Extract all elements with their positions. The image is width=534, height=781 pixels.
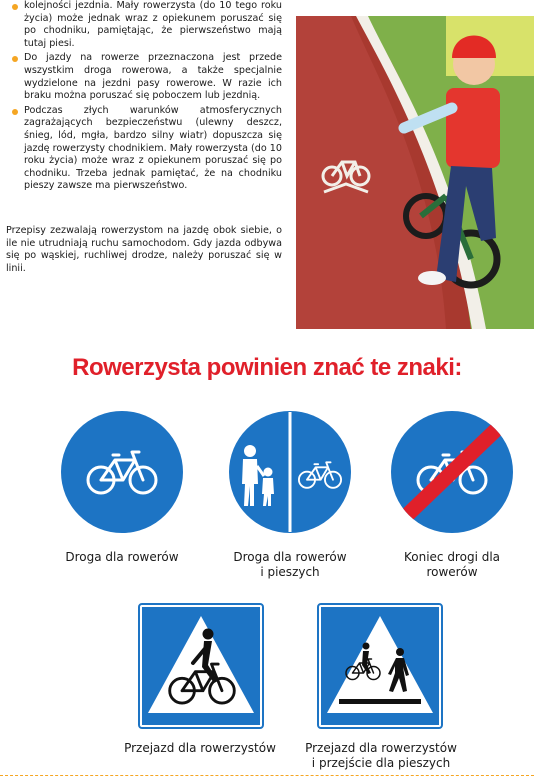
- section-title: Rowerzysta powinien znać te znaki:: [72, 354, 462, 381]
- bullet-list: [10, 0, 282, 195]
- caption-bicycle-and-pedestrian-path: Droga dla rowerów i pieszych: [233, 550, 347, 579]
- caption-bicycle-crossing: Przejazd dla rowerzystów: [124, 741, 276, 755]
- caption-bicycle-path: Droga dla rowerów: [65, 550, 179, 564]
- child-on-bike-photo: [296, 16, 534, 329]
- sign-end-of-bicycle-path: [390, 410, 514, 538]
- caption-bicycle-and-pedestrian-crossing: Przejazd dla rowerzystów i przejście dla pieszych: [305, 741, 457, 770]
- footer-border: [0, 775, 534, 776]
- sign-bicycle-and-pedestrian-path: [228, 410, 352, 538]
- bullet-item-1: kolejności jezdnia. Mały rowerzysta (do 10 tego roku życia) może jednak wraz z opiekunem poruszać się po chodniku, pamiętając, że pierwszeństwo mają tutaj piesi.: [10, 0, 282, 50]
- bullet-item-3: Podczas złych warunków atmosferycznych zagrażających bezpieczeństwu (ulewny deszcz, śnieg, lód, mgła, bardzo silny wiatr) dopuszcza się jazdę rowerzysty chodnikiem. Mały rowerzysta (do 10 roku życia) może wraz z opiekunem poruszać się po chodniku. Trzeba jednak pamiętać, że na chodniku pieszy zawsze ma pierwszeństwo.: [10, 105, 282, 193]
- bullet-item-2: Do jazdy na rowerze przeznaczona jest przede wszystkim droga rowerowa, a także specjalnie wydzielone na jezdni pasy rowerowe. W razie ich braku można poruszać się poboczem lub jezdnią.: [10, 52, 282, 102]
- sign-bicycle-path: [60, 410, 184, 538]
- sign-bicycle-crossing: [138, 603, 264, 733]
- riding-side-by-side-paragraph: Przepisy zezwalają rowerzystom na jazdę obok siebie, o ile nie utrudniają ruchu samochodom. Gdy jazda odbywa się po wąskiej, ruchliwej drodze, należy poruszać się w linii.: [6, 225, 282, 274]
- caption-end-of-bicycle-path: Koniec drogi dla rowerów: [403, 550, 501, 579]
- sign-bicycle-and-pedestrian-crossing: [317, 603, 443, 733]
